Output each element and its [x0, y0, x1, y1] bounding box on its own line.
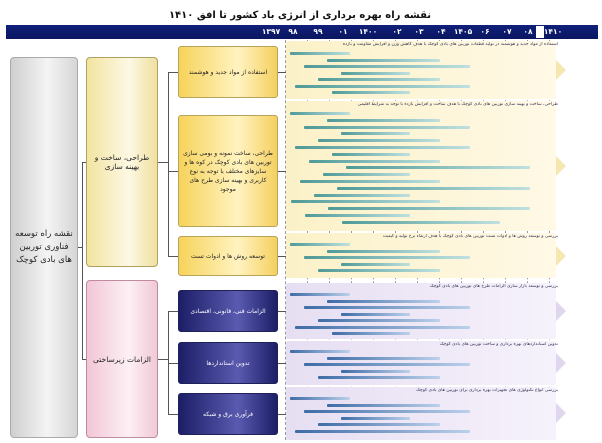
- timeline-bar: [342, 221, 500, 224]
- connector: [168, 72, 178, 73]
- timeline-bar: [327, 59, 440, 62]
- timeline-bar: [290, 52, 350, 55]
- band-arrow: [556, 156, 566, 176]
- timeline-year: ۰۲: [392, 27, 402, 36]
- connector: [82, 359, 86, 360]
- connector: [168, 414, 178, 415]
- timeline-bar: [332, 153, 410, 156]
- band-heading: طراحی، ساخت و بهینه سازی توربین های بادی کوچک با هدف ساخت و افزایش بازده با توجه به شرایط اقلیمی: [357, 102, 558, 107]
- sub-node-testing: [178, 236, 278, 276]
- connector: [168, 256, 178, 257]
- branch-infrastructure: [86, 280, 158, 438]
- timeline-bar: [337, 187, 530, 190]
- timeline-bar: [295, 430, 470, 433]
- timeline-year: ۰۸: [523, 27, 533, 36]
- timeline-bar: [318, 139, 440, 142]
- connector: [278, 256, 286, 257]
- timeline-bar: [309, 160, 440, 163]
- band-arrow: [556, 246, 566, 266]
- timeline-year: ۹۸: [288, 27, 298, 36]
- timeline-bar: [341, 313, 410, 316]
- root-label: نقشه راه توسعه فناوری توربین های بادی کوچک: [15, 229, 73, 265]
- timeline-bar: [304, 256, 470, 259]
- timeline-year: ۱۴۱۰: [543, 27, 563, 36]
- band-heading: بررسی و توسعه بازار سازی الزامات طرح های توربین های بادی کوچک: [429, 284, 558, 289]
- root-node: [10, 57, 78, 438]
- timeline-bar: [332, 332, 410, 335]
- connector: [168, 72, 169, 256]
- sub-node-requirements: [178, 290, 278, 332]
- timeline-bar: [327, 250, 440, 253]
- timeline-bar: [295, 146, 470, 149]
- timeline-bar: [328, 207, 530, 210]
- connector: [278, 171, 286, 172]
- timeline-bar: [341, 417, 410, 420]
- sub-node-standards: [178, 342, 278, 384]
- timeline-year: ۹۹: [313, 27, 323, 36]
- connector: [168, 363, 178, 364]
- timeline-bar: [305, 214, 410, 217]
- timeline-bar: [318, 269, 440, 272]
- timeline-bar: [327, 357, 440, 360]
- timeline-bar: [304, 410, 470, 413]
- connector: [168, 171, 178, 172]
- band-heading: استفاده از مواد جدید و هوشمند در تولید قطعات توربین های بادی کوچک با هدف کاهش وزن و افزایش مقاومت و بازده: [342, 42, 558, 47]
- timeline-year-bar: [6, 25, 598, 39]
- timeline-bar: [300, 180, 440, 183]
- timeline-marker: [536, 26, 544, 38]
- timeline-bar: [318, 319, 440, 322]
- branch-label: طراحی، ساخت و بهینه سازی: [94, 153, 150, 171]
- timeline-bar: [304, 363, 470, 366]
- timeline-bar: [327, 119, 440, 122]
- band-heading: بررسی انواع تکنولوژی های تجهیزات بهره برداری برای توربین های بادی کوچک: [416, 388, 558, 393]
- band-arrow: [556, 403, 566, 423]
- timeline-year: ۱۳۹۷: [261, 27, 281, 36]
- band-heading: بررسی و توسعه روش ها و ادوات تست توربین های بادی کوچک با هدف ارتقاء نرخ تولید و کیفیت: [382, 234, 558, 239]
- sub-node-label: الزامات فنی، قانونی، اقتصادی: [190, 307, 266, 315]
- timeline-bar: [323, 173, 410, 176]
- timeline-year: ۱۴۰۰: [358, 27, 378, 36]
- branch-design: [86, 57, 158, 267]
- timeline-bar: [314, 194, 410, 197]
- timeline-year: ۰۱: [338, 27, 348, 36]
- timeline-year: ۰۶: [480, 27, 490, 36]
- connector: [278, 414, 286, 415]
- sub-node-label: طراحی، ساخت نمونه و بومی سازی توربین های بادی کوچک در کوه ها و سایزهای مختلف با توجه به نوع کاربری و بهینه سازی طرح های موجود: [183, 149, 273, 193]
- timeline-bar: [327, 404, 440, 407]
- timeline-bar: [341, 370, 410, 373]
- timeline-bar: [304, 306, 470, 309]
- page-title: نقشه راه بهره برداری از انرژی باد کشور تا افق ۱۴۱۰: [168, 10, 432, 21]
- band-arrow: [556, 353, 566, 373]
- timeline-bar: [318, 376, 440, 379]
- branch-label: الزامات زیرساختی: [93, 354, 151, 364]
- timeline-bar: [290, 112, 350, 115]
- connector: [278, 311, 286, 312]
- timeline-bar: [290, 293, 350, 296]
- timeline-bar: [341, 263, 410, 266]
- timeline-bar: [327, 300, 440, 303]
- sub-node-materials: [178, 46, 278, 98]
- timeline-bar: [291, 200, 440, 203]
- timeline-bar: [290, 243, 350, 246]
- sub-node-label: استفاده از مواد جدید و هوشمند: [188, 68, 268, 76]
- timeline-bar: [346, 166, 530, 169]
- timeline-year: ۱۴۰۵: [453, 27, 473, 36]
- sub-node-label: توسعه روش ها و ادوات تست: [191, 252, 265, 260]
- sub-node-label: فرآوری برق و شبکه: [203, 410, 253, 418]
- connector: [158, 359, 168, 360]
- timeline-year: ۰۷: [502, 27, 512, 36]
- band-arrow: [556, 301, 566, 321]
- timeline-bar: [318, 78, 440, 81]
- sub-node-grid: [178, 393, 278, 435]
- timeline-bar: [332, 91, 410, 94]
- band-heading: تدوین استانداردهای بهره برداری و ساخت توربین های بادی کوچک: [439, 342, 558, 347]
- sub-node-design: [178, 115, 278, 227]
- connector: [278, 363, 286, 364]
- connector: [82, 162, 83, 360]
- timeline-bar: [295, 326, 470, 329]
- connector: [168, 311, 178, 312]
- timeline-bar: [341, 72, 410, 75]
- connector: [158, 162, 168, 163]
- timeline-year: ۰۳: [414, 27, 424, 36]
- timeline-bar: [290, 397, 350, 400]
- timeline-bar: [304, 126, 470, 129]
- sub-node-label: تدوین استانداردها: [206, 359, 250, 367]
- connector: [278, 72, 286, 73]
- timeline-bar: [290, 350, 350, 353]
- band-requirements: [286, 283, 556, 339]
- timeline-bar: [304, 65, 470, 68]
- timeline-bar: [318, 423, 440, 426]
- timeline-year: ۰۴: [436, 27, 446, 36]
- band-arrow: [556, 60, 566, 80]
- connector: [82, 162, 86, 163]
- timeline-bar: [295, 85, 470, 88]
- timeline-bar: [341, 132, 410, 135]
- band-materials: [286, 41, 556, 99]
